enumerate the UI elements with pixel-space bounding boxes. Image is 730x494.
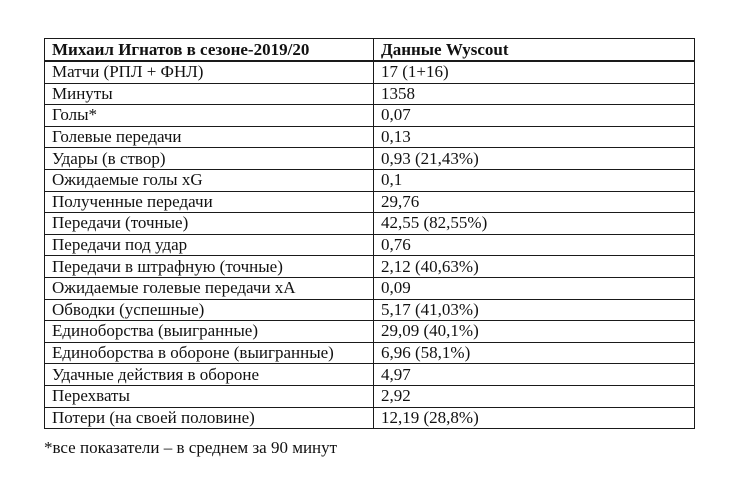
table-row — [45, 234, 695, 256]
metric-value: 2,12 (40,63%) — [374, 256, 695, 278]
metric-value: 0,93 (21,43%) — [374, 148, 695, 170]
metric-value: 1358 — [374, 83, 695, 105]
table-row — [45, 83, 695, 105]
metric-value: 6,96 (58,1%) — [374, 342, 695, 364]
metric-label: Обводки (успешные) — [45, 299, 374, 321]
metric-value: 29,76 — [374, 191, 695, 213]
metric-value: 0,76 — [374, 234, 695, 256]
metric-label: Потери (на своей половине) — [45, 407, 374, 429]
metric-value: 12,19 (28,8%) — [374, 407, 695, 429]
metric-label: Единоборства в обороне (выигранные) — [45, 342, 374, 364]
metric-label: Передачи (точные) — [45, 213, 374, 235]
metric-label: Минуты — [45, 83, 374, 105]
metric-value: 0,09 — [374, 277, 695, 299]
metric-label: Перехваты — [45, 385, 374, 407]
table-row — [45, 256, 695, 278]
metric-label: Ожидаемые голы xG — [45, 169, 374, 191]
metric-value: 29,09 (40,1%) — [374, 321, 695, 343]
table-row — [45, 213, 695, 235]
metric-label: Удары (в створ) — [45, 148, 374, 170]
metric-value: 0,13 — [374, 126, 695, 148]
table-row — [45, 61, 695, 83]
table-header-row — [45, 39, 695, 62]
metric-label: Передачи в штрафную (точные) — [45, 256, 374, 278]
metric-value: 0,1 — [374, 169, 695, 191]
header-player-season: Михаил Игнатов в сезоне-2019/20 — [45, 39, 374, 62]
metric-label: Голевые передачи — [45, 126, 374, 148]
stats-table — [44, 38, 695, 429]
metric-label: Единоборства (выигранные) — [45, 321, 374, 343]
table-row — [45, 105, 695, 127]
metric-value: 0,07 — [374, 105, 695, 127]
metric-value: 17 (1+16) — [374, 61, 695, 83]
metric-label: Голы* — [45, 105, 374, 127]
table-row — [45, 148, 695, 170]
table-row — [45, 191, 695, 213]
table-row — [45, 342, 695, 364]
footnote: *все показатели – в среднем за 90 минут — [44, 438, 338, 457]
metric-label: Полученные передачи — [45, 191, 374, 213]
table-row — [45, 126, 695, 148]
metric-label: Удачные действия в обороне — [45, 364, 374, 386]
table-row — [45, 299, 695, 321]
header-data-source: Данные Wyscout — [374, 39, 695, 62]
table-row — [45, 277, 695, 299]
metric-value: 42,55 (82,55%) — [374, 213, 695, 235]
table-row — [45, 407, 695, 429]
table-row — [45, 321, 695, 343]
table-row — [45, 364, 695, 386]
metric-value: 2,92 — [374, 385, 695, 407]
table-row — [45, 385, 695, 407]
metric-label: Матчи (РПЛ + ФНЛ) — [45, 61, 374, 83]
metric-value: 5,17 (41,03%) — [374, 299, 695, 321]
metric-label: Ожидаемые голевые передачи xA — [45, 277, 374, 299]
metric-label: Передачи под удар — [45, 234, 374, 256]
metric-value: 4,97 — [374, 364, 695, 386]
table-row — [45, 169, 695, 191]
